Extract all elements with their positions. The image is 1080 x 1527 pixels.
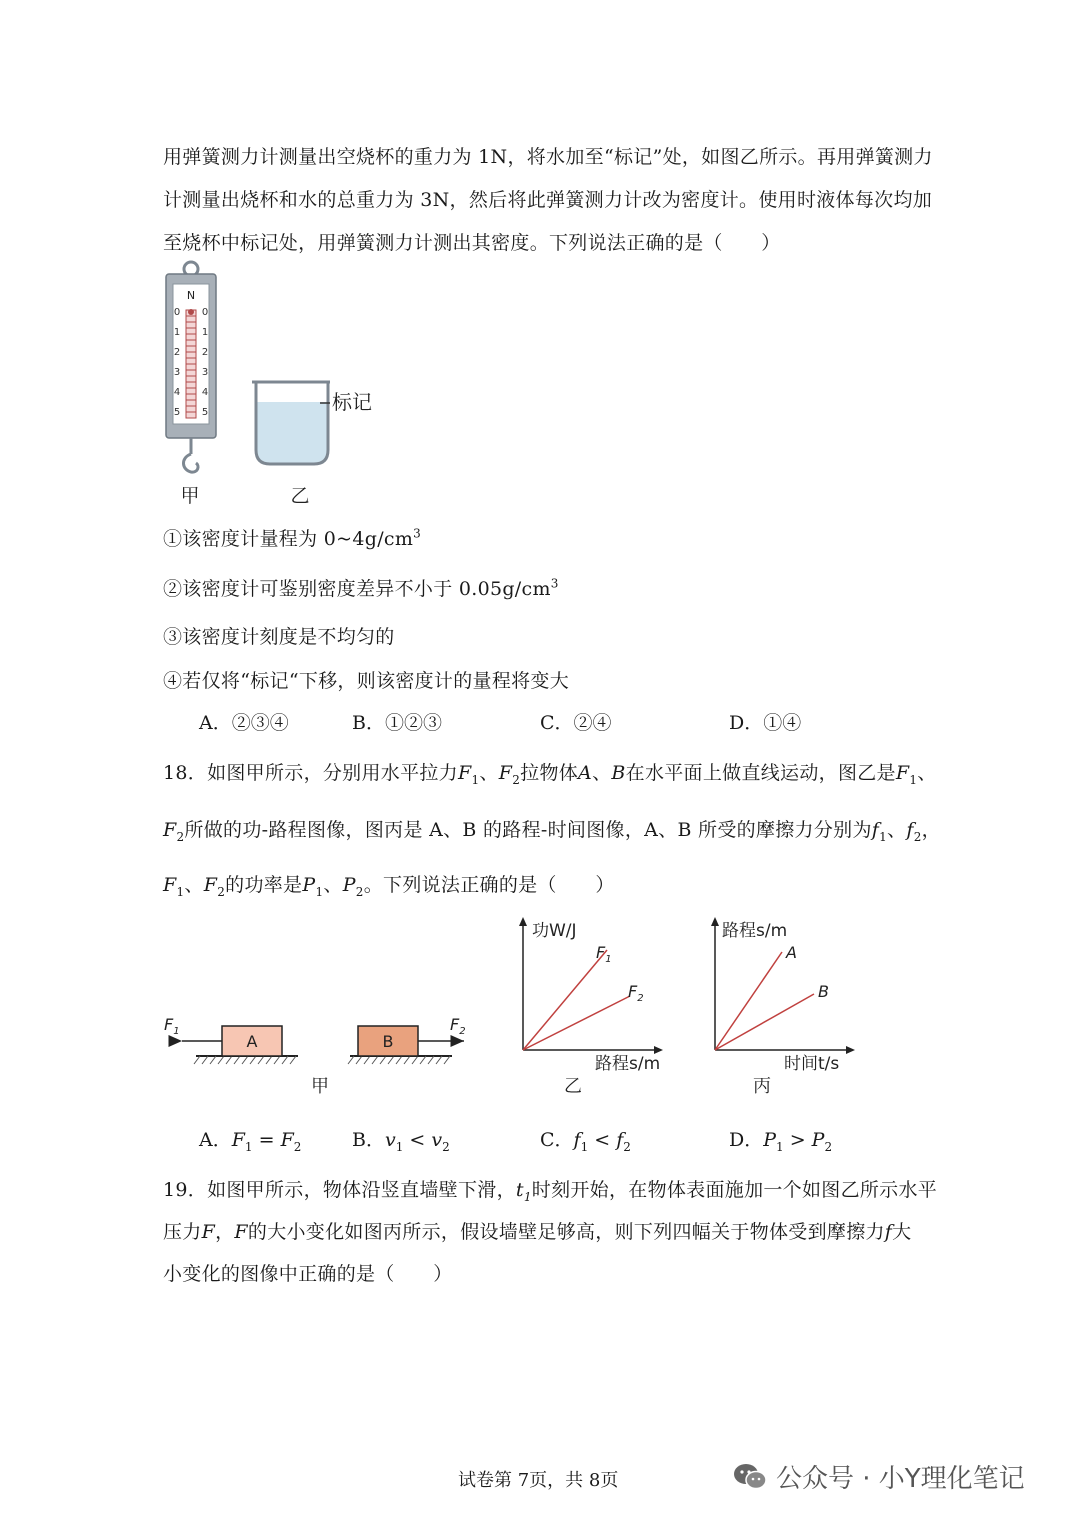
- yi-y-arrow: [519, 917, 527, 926]
- watermark-text: 公众号 · 小Y理化笔记: [776, 1464, 1025, 1494]
- q17-statement-3: ③该密度计刻度是不均匀的: [163, 626, 395, 648]
- q18-figure-bing: [692, 912, 872, 1100]
- label-jia-17: 甲: [180, 485, 200, 507]
- scale-tick-left-4: 4: [173, 387, 181, 398]
- scale-tick-right-5: 5: [201, 407, 209, 418]
- q17-option-b[interactable]: B．①②③: [352, 712, 442, 734]
- q19-text-line-1: 19．如图甲所示，物体沿竖直墙壁下滑，$t_1$时刻开始，在物体表面施加一个如图乙所示水平: [163, 1179, 938, 1204]
- spring-scale-hook: [183, 438, 198, 472]
- q18-text-line-2: $F_2$所做的功-路程图像，图丙是 A、B 的路程-时间图像，A、B 所受的摩擦力分别为$f_1$、$f_2$，: [163, 819, 941, 844]
- q17-text-line-2: 计测量出烧杯和水的总重力为 3N，然后将此弹簧测力计改为密度计。使用时液体每次均加: [163, 189, 933, 211]
- scale-tick-left-3: 3: [173, 367, 181, 378]
- yi-line-f2-label: $F_2$: [628, 982, 644, 1004]
- scale-tick-right-1: 1: [201, 327, 209, 338]
- q19-text-line-3: 小变化的图像中正确的是（ ）: [163, 1263, 453, 1285]
- q17-statement-2: ②该密度计可鉴别密度差异不小于 $0.05g/cm^3$: [163, 576, 559, 600]
- label-yi-17: 乙: [290, 485, 310, 507]
- bing-line-a: [715, 952, 782, 1050]
- scale-tick-left-1: 1: [173, 327, 181, 338]
- q17-text-line-1: 用弹簧测力计测量出空烧杯的重力为 1N，将水加至“标记”处，如图乙所示。再用弹簧测力: [163, 146, 933, 168]
- yi-x-label: 路程s/m: [595, 1054, 661, 1074]
- yi-line-f2: [523, 996, 630, 1050]
- scale-tick-right-0: 0: [201, 307, 209, 318]
- q18-figure-yi: [500, 912, 680, 1100]
- label-bing-18: 丙: [753, 1076, 771, 1097]
- q17-figure: [160, 258, 400, 510]
- q18-option-d[interactable]: D．$P_1 > P_2$: [729, 1129, 833, 1154]
- watermark: [732, 1458, 1025, 1495]
- block-a-label: A: [246, 1032, 258, 1051]
- ground-b: [348, 1056, 452, 1064]
- spring-coil: [186, 309, 196, 418]
- ground-a: [194, 1056, 298, 1064]
- wechat-icon: [732, 1462, 768, 1492]
- q18-figure-jia: [160, 1010, 490, 1100]
- yi-x-arrow: [654, 1046, 663, 1054]
- bing-y-label: 路程s/m: [722, 921, 788, 941]
- yi-line-f1-label: $F_1$: [596, 943, 612, 965]
- bing-line-a-label: A: [786, 943, 797, 962]
- page-footer: 试卷第 7页，共 8页: [458, 1470, 619, 1491]
- bing-x-label: 时间t/s: [784, 1054, 840, 1074]
- scale-tick-left-5: 5: [173, 407, 181, 418]
- q17-option-c[interactable]: C．②④: [540, 712, 612, 734]
- label-jia-18: 甲: [311, 1076, 329, 1097]
- scale-tick-right-4: 4: [201, 387, 209, 398]
- block-b-label: B: [382, 1032, 394, 1051]
- q18-option-b[interactable]: B．$v_1 < v_2$: [352, 1129, 450, 1154]
- q17-text-line-3: 至烧杯中标记处，用弹簧测力计测出其密度。下列说法正确的是（ ）: [163, 232, 781, 254]
- q18-option-c[interactable]: C．$f_1 < f_2$: [540, 1129, 631, 1154]
- q18-text-line-1: 18．如图甲所示，分别用水平拉力$F_1$、$F_2$拉物体A、B在水平面上做直线运动，图乙是$F_1$、: [163, 762, 937, 787]
- scale-tick-left-2: 2: [173, 347, 181, 358]
- q17-statement-4: ④若仅将“标记“下移，则该密度计的量程将变大: [163, 670, 570, 692]
- q18-option-a[interactable]: A．$F_1 = F_2$: [199, 1129, 302, 1154]
- spring-scale-unit: N: [186, 289, 196, 302]
- force-f1-label: $F_1$: [164, 1015, 180, 1037]
- q17-option-d[interactable]: D．①④: [729, 712, 802, 734]
- bing-y-arrow: [711, 917, 719, 926]
- scale-tick-left-0: 0: [173, 307, 181, 318]
- q17-statement-1: ①该密度计量程为 $0\sim 4g/cm^3$: [163, 526, 422, 550]
- bing-x-arrow: [846, 1046, 855, 1054]
- scale-tick-right-2: 2: [201, 347, 209, 358]
- bing-line-b-label: B: [818, 982, 829, 1001]
- q17-option-a[interactable]: A．②③④: [199, 712, 289, 734]
- scale-tick-right-3: 3: [201, 367, 209, 378]
- label-yi-18: 乙: [564, 1076, 582, 1097]
- bing-line-b: [715, 994, 814, 1050]
- yi-y-label: 功W/J: [532, 921, 577, 941]
- q19-text-line-2: 压力F，F的大小变化如图丙所示，假设墙壁足够高，则下列四幅关于物体受到摩擦力f大: [163, 1221, 912, 1243]
- beaker: [252, 382, 330, 464]
- q18-text-line-3: $F_1$、$F_2$的功率是$P_1$、$P_2$。下列说法正确的是（ ）: [163, 874, 615, 899]
- mark-label: 标记: [332, 390, 372, 414]
- force-f2-label: $F_2$: [450, 1015, 466, 1037]
- yi-line-f1: [523, 950, 607, 1050]
